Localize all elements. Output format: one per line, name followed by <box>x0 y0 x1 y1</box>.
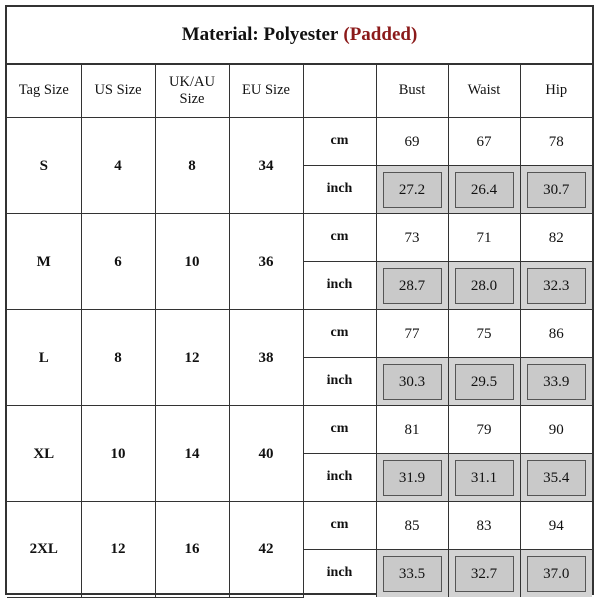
hip-inch-value: 35.4 <box>527 460 587 496</box>
waist-inch-value: 28.0 <box>455 268 514 304</box>
header-eu-size: EU Size <box>229 65 303 118</box>
hip-inch-cell <box>520 454 592 502</box>
tag-size-cell: XL <box>7 406 81 502</box>
us-size-cell: 8 <box>81 310 155 406</box>
waist-inch-value: 31.1 <box>455 460 514 496</box>
table-row <box>7 502 592 550</box>
bust-cm-cell: 73 <box>376 214 448 262</box>
waist-inch-value: 29.5 <box>455 364 514 400</box>
unit-cm-label: cm <box>303 310 376 358</box>
bust-cm-cell: 77 <box>376 310 448 358</box>
bust-inch-cell <box>376 358 448 406</box>
us-size-cell: 12 <box>81 502 155 598</box>
hip-cm-cell: 86 <box>520 310 592 358</box>
bust-cm-cell: 69 <box>376 118 448 166</box>
bust-cm-cell: 85 <box>376 502 448 550</box>
header-row <box>7 65 592 118</box>
bust-inch-cell <box>376 454 448 502</box>
header-waist: Waist <box>448 65 520 118</box>
eu-size-cell: 34 <box>229 118 303 214</box>
hip-cm-cell: 94 <box>520 502 592 550</box>
hip-inch-cell <box>520 358 592 406</box>
tag-size-cell: S <box>7 118 81 214</box>
bust-inch-cell <box>376 166 448 214</box>
bust-inch-value: 27.2 <box>383 172 442 208</box>
table-row <box>7 406 592 454</box>
unit-cm-label: cm <box>303 118 376 166</box>
unit-inch-label: inch <box>303 454 376 502</box>
hip-cm-cell: 82 <box>520 214 592 262</box>
us-size-cell: 4 <box>81 118 155 214</box>
header-uk-au-size: UK/AU Size <box>155 65 229 118</box>
table-row <box>7 118 592 166</box>
header-unit <box>303 65 376 118</box>
header-us-size: US Size <box>81 65 155 118</box>
us-size-cell: 10 <box>81 406 155 502</box>
uk-au-size-cell: 14 <box>155 406 229 502</box>
hip-inch-cell <box>520 166 592 214</box>
eu-size-cell: 40 <box>229 406 303 502</box>
waist-cm-cell: 83 <box>448 502 520 550</box>
hip-cm-cell: 78 <box>520 118 592 166</box>
eu-size-cell: 36 <box>229 214 303 310</box>
bust-inch-value: 28.7 <box>383 268 442 304</box>
size-table <box>7 65 592 598</box>
waist-cm-cell: 67 <box>448 118 520 166</box>
table-row <box>7 310 592 358</box>
waist-inch-cell <box>448 358 520 406</box>
waist-cm-cell: 71 <box>448 214 520 262</box>
tag-size-cell: 2XL <box>7 502 81 598</box>
hip-inch-value: 30.7 <box>527 172 587 208</box>
bust-inch-cell <box>376 550 448 598</box>
hip-inch-cell <box>520 262 592 310</box>
table-row <box>7 214 592 262</box>
unit-cm-label: cm <box>303 214 376 262</box>
hip-inch-value: 33.9 <box>527 364 587 400</box>
size-chart <box>5 5 594 595</box>
tag-size-cell: L <box>7 310 81 406</box>
bust-inch-value: 33.5 <box>383 556 442 592</box>
bust-cm-cell: 81 <box>376 406 448 454</box>
title-main: Material: Polyester <box>181 24 339 45</box>
bust-inch-value: 31.9 <box>383 460 442 496</box>
unit-inch-label: inch <box>303 166 376 214</box>
hip-cm-cell: 90 <box>520 406 592 454</box>
uk-au-size-cell: 10 <box>155 214 229 310</box>
unit-inch-label: inch <box>303 358 376 406</box>
hip-inch-value: 37.0 <box>527 556 587 592</box>
bust-inch-cell <box>376 262 448 310</box>
waist-inch-value: 26.4 <box>455 172 514 208</box>
header-tag-size: Tag Size <box>7 65 81 118</box>
waist-cm-cell: 79 <box>448 406 520 454</box>
waist-cm-cell: 75 <box>448 310 520 358</box>
unit-inch-label: inch <box>303 550 376 598</box>
hip-inch-cell <box>520 550 592 598</box>
uk-au-size-cell: 8 <box>155 118 229 214</box>
unit-inch-label: inch <box>303 262 376 310</box>
waist-inch-cell <box>448 166 520 214</box>
us-size-cell: 6 <box>81 214 155 310</box>
unit-cm-label: cm <box>303 406 376 454</box>
tag-size-cell: M <box>7 214 81 310</box>
unit-cm-label: cm <box>303 502 376 550</box>
header-bust: Bust <box>376 65 448 118</box>
header-hip: Hip <box>520 65 592 118</box>
eu-size-cell: 42 <box>229 502 303 598</box>
title-accent: (Padded) <box>343 24 418 45</box>
hip-inch-value: 32.3 <box>527 268 587 304</box>
waist-inch-cell <box>448 550 520 598</box>
waist-inch-cell <box>448 454 520 502</box>
uk-au-size-cell: 12 <box>155 310 229 406</box>
waist-inch-value: 32.7 <box>455 556 514 592</box>
uk-au-size-cell: 16 <box>155 502 229 598</box>
eu-size-cell: 38 <box>229 310 303 406</box>
waist-inch-cell <box>448 262 520 310</box>
bust-inch-value: 30.3 <box>383 364 442 400</box>
chart-title <box>7 7 592 65</box>
